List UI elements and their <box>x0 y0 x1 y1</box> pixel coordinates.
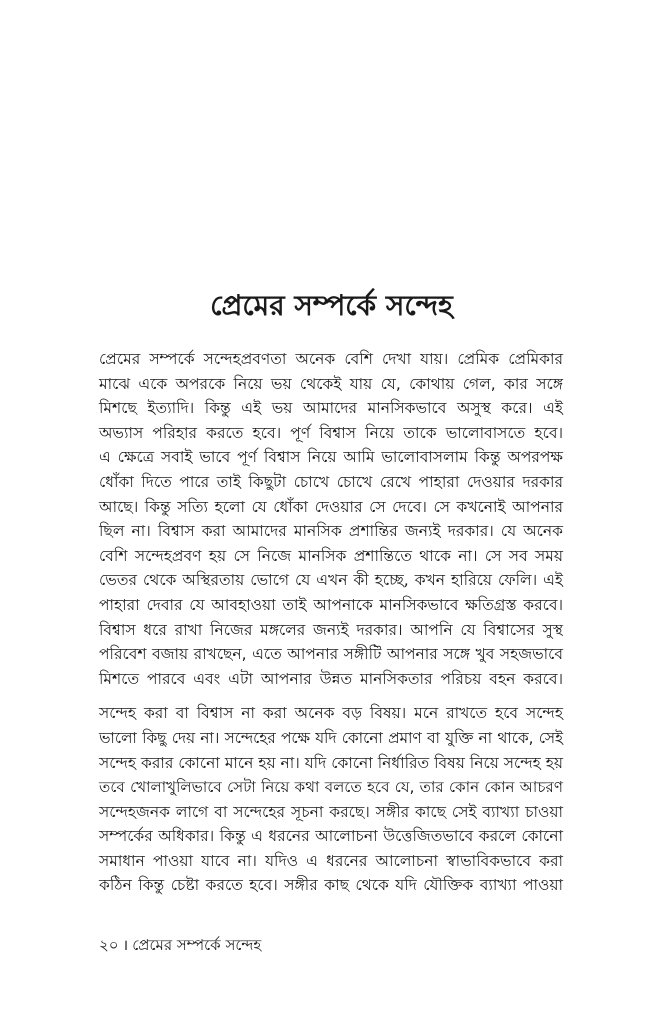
text-line: পরিবেশ বজায় রাখছেন, এতে আপনার সঙ্গীটি আপনার সঙ্গে খুব সহজভাবে <box>99 645 563 664</box>
text-line: ভালো কিছু দেয় না। সন্দেহের পক্ষে যদি কোনো প্রমাণ বা যুক্তি না থাকে, সেই <box>99 728 563 747</box>
text-line: সমাধান পাওয়া যাবে না। যদিও এ ধরনের আলোচনা স্বাভাবিকভাবে করা <box>99 851 563 870</box>
paragraph-2 <box>99 701 563 898</box>
text-line: আছে। কিন্তু সত্যি হলো যে ধোঁকা দেওয়ার সে দেবে। সে কখনোই আপনার <box>99 497 563 516</box>
page-number: ২০ <box>99 936 119 954</box>
paragraph-1 <box>99 347 563 691</box>
text-line: কঠিন কিন্তু চেষ্টা করতে হবে। সঙ্গীর কাছ থেকে যদি যৌক্তিক ব্যাখ্যা পাওয়া <box>99 876 563 895</box>
text-line: মিশতে পারবে এবং এটা আপনার উন্নত মানসিকতার পরিচয় বহন করবে। <box>99 669 563 688</box>
footer-separator: । <box>122 936 129 954</box>
text-line: সন্দেহ করা বা বিশ্বাস না করা অনেক বড় বিষয়। মনে রাখতে হবে সন্দেহ <box>99 704 563 723</box>
text-line: সন্দেহ করার কোনো মানে হয় না। যদি কোনো নির্ধারিত বিষয় নিয়ে সন্দেহ হয় <box>99 753 563 772</box>
text-line: সম্পর্কের অধিকার। কিন্তু এ ধরনের আলোচনা উত্তেজিতভাবে করলে কোনো <box>99 827 563 846</box>
text-line: ধোঁকা দিতে পারে তাই কিছুটা চোখে চোখে রেখে পাহারা দেওয়ার দরকার <box>99 472 563 491</box>
page-footer <box>99 934 261 956</box>
text-line: তবে খোলাখুলিভাবে সেটা নিয়ে কথা বলতে হবে যে, তার কোন কোন আচরণ <box>99 778 563 797</box>
body-text <box>99 347 563 898</box>
text-line: পাহারা দেবার যে আবহাওয়া তাই আপনাকে মানসিকভাবে ক্ষতিগ্রস্ত করবে। <box>99 595 563 614</box>
text-line: এ ক্ষেত্রে সবাই ভাবে পূর্ণ বিশ্বাস নিয়ে আমি ভালোবাসলাম কিন্তু অপরপক্ষ <box>99 448 563 467</box>
text-line: বিশ্বাস ধরে রাখা নিজের মঙ্গলের জন্যই দরকার। আপনি যে বিশ্বাসের সুস্থ <box>99 620 563 639</box>
text-line: মাঝে একে অপরকে নিয়ে ভয় থেকেই যায় যে, কোথায় গেল, কার সঙ্গে <box>99 374 563 393</box>
text-line: ভেতর থেকে অস্থিরতায় ভোগে যে এখন কী হচ্ছে, কখন হারিয়ে ফেলি। এই <box>99 571 563 590</box>
text-line: ছিল না। বিশ্বাস করা আমাদের মানসিক প্রশান্তির জন্যই দরকার। যে অনেক <box>99 522 563 541</box>
chapter-title: প্রেমের সম্পর্কে সন্দেহ <box>210 289 453 322</box>
text-line: বেশি সন্দেহপ্রবণ হয় সে নিজে মানসিক প্রশান্তিতে থাকে না। সে সব সময় <box>99 546 563 565</box>
text-line: প্রেমের সম্পর্কে সন্দেহপ্রবণতা অনেক বেশি দেখা যায়। প্রেমিক প্রেমিকার <box>99 350 563 368</box>
running-title: প্রেমের সম্পর্কে সন্দেহ <box>132 936 262 954</box>
text-line: সন্দেহজনক লাগে বা সন্দেহের সূচনা করছে। সঙ্গীর কাছে সেই ব্যাখ্যা চাওয়া <box>99 802 563 821</box>
text-line: অভ্যাস পরিহার করতে হবে। পূর্ণ বিশ্বাস নিয়ে তাকে ভালোবাসতে হবে। <box>99 423 563 442</box>
text-line: মিশছে ইত্যাদি। কিন্তু এই ভয় আমাদের মানসিকভাবে অসুস্থ করে। এই <box>99 399 563 418</box>
